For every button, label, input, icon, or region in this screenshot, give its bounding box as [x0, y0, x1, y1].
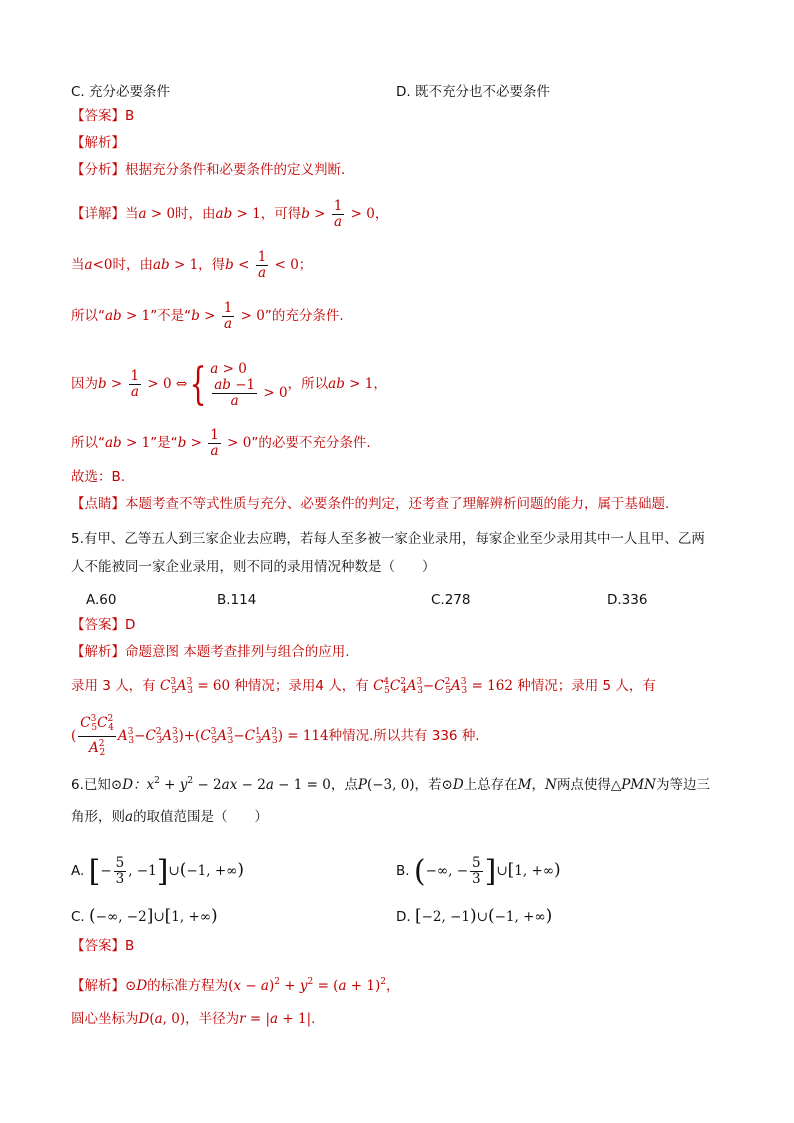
formula: ( $\frac{C^3_5C^2_4}{A^2_2}$ $A^3_3-C^2_3A^3_3)+(C^3_5A^3_3-C^1_3A^3_3) = 114$	[71, 714, 329, 758]
conclusion: 故选：B.	[71, 469, 126, 485]
formula: b < $\frac{1}{a}$ < 0	[225, 249, 299, 281]
q5-option-d: D.336	[607, 592, 648, 608]
formula: [−2, −1)∪(−1, +∞)	[414, 906, 553, 926]
text: 时，由	[112, 257, 153, 273]
formula: b > $\frac{1}{a}$ > 0 ⇔{ a > 0 $\frac{ab -1}{a}$ > 0	[98, 358, 288, 410]
formula: a	[125, 809, 134, 825]
formula: (−∞, − $\frac{5}{3}$ ]∪[1, +∞)	[413, 854, 561, 889]
q6-stem-line-1	[71, 772, 710, 794]
formula: ab > 1	[105, 308, 151, 324]
formula: ab > 1	[215, 206, 261, 222]
text: 圆心坐标为	[71, 1011, 139, 1027]
text: 为等边三	[655, 777, 710, 793]
detail-line-5	[71, 428, 371, 459]
text: B.	[396, 863, 410, 879]
text: ”不是“	[150, 308, 192, 324]
text: 种情况；录用	[234, 678, 316, 694]
text: 人，有	[328, 678, 369, 694]
option-d: D. 既不充分也不必要条件	[396, 84, 550, 100]
detail-line-3	[71, 301, 344, 332]
formula: N	[545, 777, 557, 793]
formula: [− $\frac{5}{3}$ , −1]∪(−1, +∞)	[88, 854, 245, 889]
q6-jiexi-line-2: 圆心坐标为D(a, 0)，半径为r = |a + 1|.	[71, 1011, 316, 1027]
formula: b > $\frac{1}{a}$ > 0	[191, 300, 265, 332]
text: ，所以	[287, 376, 329, 392]
text: 上总存在	[463, 777, 518, 793]
text: 4	[315, 678, 324, 694]
text: 种情况.所以共有	[328, 728, 428, 744]
dianjing-text: 本题考查不等式性质与充分、必要条件的判定，还考查了理解辨析问题的能力，属于基础题.	[125, 496, 670, 512]
answer-value: B	[125, 108, 135, 124]
q6-stem-line-2	[71, 808, 268, 826]
answer-tag: 【答案】	[71, 617, 125, 633]
q6-answer-line	[71, 937, 134, 955]
q6-option-b	[396, 856, 561, 887]
answer-value: D	[125, 617, 136, 633]
text: 种情况；录用	[517, 678, 599, 694]
detail-line-2: 当a<0时，由ab > 1，得b < $\frac{1}{a}$ < 0；	[71, 249, 313, 281]
text: 的取值范围是（ ）	[133, 809, 269, 825]
q5-stem-line-1: 5.有甲、乙等五人到三家企业去应聘，若每人至多被一家企业录用，每家企业至少录用其中一人且甲、乙两	[71, 531, 705, 547]
q6-option-d	[396, 907, 552, 926]
q5-stem-line-2: 人不能被同一家企业录用，则不同的录用情况种数是（ ）	[71, 559, 436, 575]
formula: ⊙D：$x^2 + y^2 - 2ax - 2a - 1 = 0$	[110, 776, 331, 793]
text: 时，由	[175, 206, 216, 222]
formula: $C^3_5A^3_3 = 60$	[159, 677, 231, 696]
text: 所以“	[71, 308, 105, 324]
answer-tag: 【答案】	[71, 938, 125, 954]
q5-option-c: C.278	[431, 592, 471, 608]
formula: $C^4_5C^2_4A^3_3-C^2_5A^3_3 = 162$	[373, 677, 513, 696]
formula: D(a, 0)	[138, 1011, 186, 1027]
text: ”的必要不充分条件.	[251, 435, 371, 451]
text: 6.已知	[71, 777, 111, 793]
text: 人，有	[615, 678, 656, 694]
formula: M	[517, 777, 532, 793]
text: ，	[531, 777, 546, 793]
formula: $(x - a)^2 + y^2 = (a + 1)^2$	[228, 977, 386, 994]
text: ，半径为	[185, 1011, 240, 1027]
formula: ⊙D	[441, 777, 464, 793]
jiexi-tag: 【解析】	[71, 135, 125, 151]
dianjing-line	[71, 495, 669, 513]
text: ，得	[198, 257, 226, 273]
text: A.	[71, 863, 85, 879]
fenxi-line	[71, 161, 345, 179]
text: 种.	[461, 728, 480, 744]
text: ，可得	[260, 206, 302, 222]
text: 336	[431, 728, 458, 744]
formula: r = |a + 1|	[239, 1011, 312, 1027]
answer-line	[71, 107, 134, 125]
text: 所以“	[71, 435, 105, 451]
text: ，点	[330, 777, 358, 793]
formula: P(−3, 0)	[357, 777, 415, 793]
formula: (−∞, −2]∪[1, +∞)	[89, 906, 218, 926]
formula: a > 0	[138, 206, 176, 222]
jiexi-tag: 【解析】	[71, 644, 125, 660]
jiexi-tag: 【解析】	[71, 978, 125, 994]
text: 当	[125, 206, 139, 222]
q5-solution-line-2	[71, 712, 480, 761]
q6-option-a	[71, 856, 244, 887]
q6-option-c	[71, 907, 218, 926]
text: 角形，则	[71, 809, 125, 825]
formula: ⊙D	[125, 978, 148, 994]
formula: ab > 1	[328, 376, 374, 392]
text: ”是“	[150, 435, 178, 451]
detail-line-4: 因为b > $\frac{1}{a}$ > 0 ⇔{ a > 0 $\frac{ab -1}{a}$ > 0 ，所以ab > 1，	[71, 358, 387, 410]
text: ”的充分条件.	[264, 308, 344, 324]
text: C.	[71, 909, 85, 925]
text: 因为	[71, 376, 98, 392]
answer-tag: 【答案】	[71, 108, 125, 124]
text: 3	[102, 678, 111, 694]
q5-option-b: B.114	[217, 592, 257, 608]
q6-jiexi-line-1: 【解析】⊙D的标准方程为$(x - a)^2 + y^2 = (a + 1)^2$，	[71, 977, 400, 994]
jiexi-text: 命题意图 本题考查排列与组合的应用.	[125, 644, 350, 660]
text: 人，有	[115, 678, 156, 694]
q5-jiexi-line	[71, 643, 350, 661]
q5-answer-line	[71, 616, 135, 634]
formula: b > $\frac{1}{a}$ > 0	[301, 198, 375, 230]
text: 当	[71, 257, 85, 273]
text: D.	[396, 909, 411, 925]
q5-option-a: A.60	[86, 592, 117, 608]
answer-value: B	[125, 938, 135, 954]
dianjing-tag: 【点睛】	[71, 496, 125, 512]
option-c: C. 充分必要条件	[71, 84, 171, 100]
xiangjie-tag: 【详解】	[71, 206, 125, 222]
text: 的标准方程为	[147, 978, 229, 994]
text: 两点使得	[556, 777, 611, 793]
formula: a<0	[84, 257, 113, 273]
text: 5	[602, 678, 612, 694]
detail-line-1: 【详解】当a > 0时，由ab > 1，可得b > $\frac{1}{a}$ > 0，	[71, 198, 389, 230]
formula: △PMN	[610, 777, 656, 793]
formula: b > $\frac{1}{a}$ > 0	[177, 427, 252, 459]
fenxi-text: 根据充分条件和必要条件的定义判断.	[125, 162, 346, 178]
fenxi-tag: 【分析】	[71, 162, 125, 178]
text: ，若	[414, 777, 442, 793]
q5-solution-line-1	[71, 673, 656, 700]
text: 录用	[71, 678, 98, 694]
formula: ab > 1	[152, 257, 199, 273]
formula: ab > 1	[105, 435, 151, 451]
